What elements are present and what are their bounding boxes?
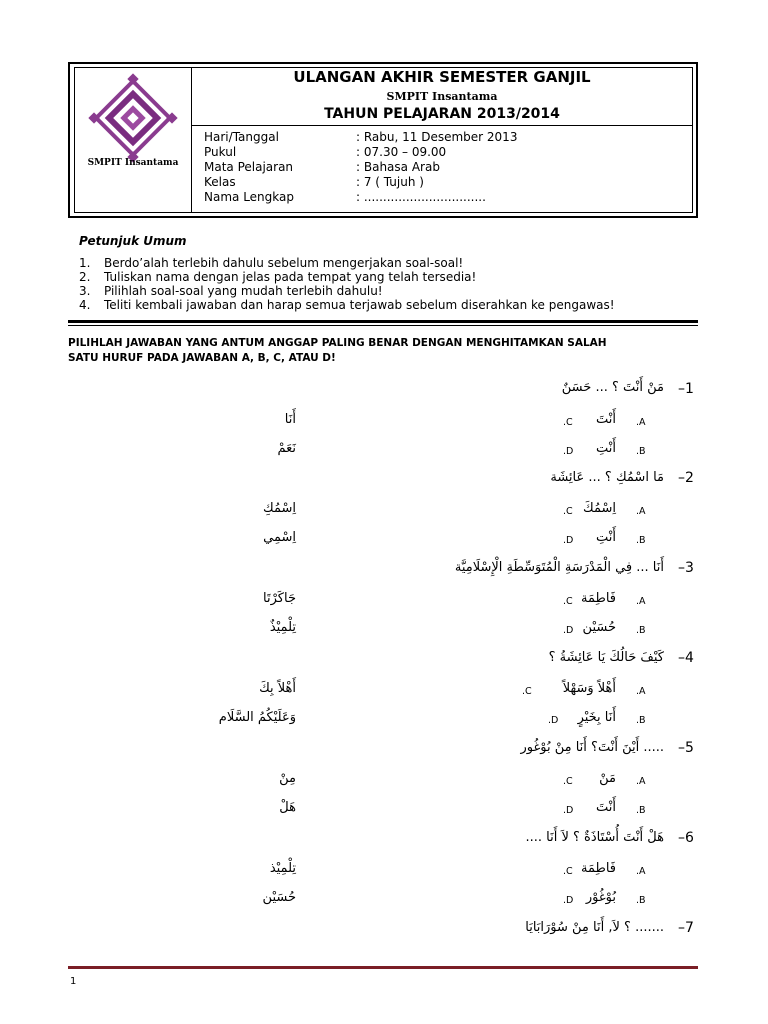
question-text: أَنَا ... فِي الْمَدْرَسَةِ الْمُتَوَسِّطَةِ الْإِسْلَامِيَّة: [454, 560, 664, 575]
choice-d[interactable]: تِلْمِيْذٌ: [269, 620, 296, 635]
choice-c[interactable]: أَنَا: [284, 412, 296, 427]
logo-caption: SMPIT Insantama: [87, 158, 179, 168]
question-number: –5: [678, 740, 694, 756]
question-text: هَلْ أَنْتَ أُسْتَاذَةٌ ؟ لاَ أَنَا ....: [525, 830, 664, 845]
instructions-title: Petunjuk Umum: [79, 234, 187, 248]
info-value-date: : Rabu, 11 Desember 2013: [356, 130, 518, 144]
choice-b[interactable]: بُوْغُوْر: [585, 890, 616, 905]
question-directive: [68, 336, 688, 366]
choice-d[interactable]: هَلْ: [279, 800, 296, 815]
choice-c[interactable]: تِلْمِيْذ: [269, 861, 296, 876]
info-label-subject: Mata Pelajaran: [204, 160, 294, 174]
choice-b[interactable]: أَنْتِ: [596, 530, 616, 545]
question-text: ....... ؟ لاَ, أَنَا مِنْ سُوْرَابَايَا: [525, 920, 664, 935]
choice-label-b: .B: [636, 446, 646, 457]
choice-label-c: .C: [563, 506, 573, 517]
choice-b[interactable]: أَنَا بِخَيْرٍ: [577, 710, 616, 725]
choice-c[interactable]: مِنْ: [279, 771, 296, 786]
info-label-time: Pukul: [204, 145, 237, 159]
choice-c[interactable]: جَاكَرْتَا: [263, 591, 296, 606]
choice-d[interactable]: نَعَمْ: [277, 441, 296, 456]
question-number: –1: [678, 381, 694, 397]
choice-label-b: .B: [636, 535, 646, 546]
instruction-number: 4.: [79, 298, 91, 312]
choice-label-b: .B: [636, 895, 646, 906]
choice-label-a: .A: [636, 776, 646, 787]
exam-title: ULANGAN AKHIR SEMESTER GANJIL: [293, 68, 591, 86]
choice-label-d: .D: [563, 895, 574, 906]
section-divider-thin: [68, 325, 698, 326]
info-label-name: Nama Lengkap: [204, 190, 294, 204]
choice-label-c: .C: [522, 686, 532, 697]
academic-year: TAHUN PELAJARAN 2013/2014: [324, 106, 560, 122]
question-number: –3: [678, 560, 694, 576]
choice-label-c: .C: [563, 596, 573, 607]
choice-label-c: .C: [563, 776, 573, 787]
question-number: –2: [678, 470, 694, 486]
question-text: كَيْفَ حَالُكَ يَا عَائِشَةُ ؟: [548, 650, 664, 665]
info-value-class: : 7 ( Tujuh ): [356, 175, 424, 189]
school-name: SMPIT Insantama: [386, 90, 498, 103]
instruction-text: Berdo’alah terlebih dahulu sebelum mengerjakan soal-soal!: [104, 256, 464, 270]
choice-label-c: .C: [563, 417, 573, 428]
choice-label-b: .B: [636, 805, 646, 816]
choice-label-d: .D: [563, 805, 574, 816]
question-text: مَنْ أَنْتَ ؟ ... حَسَنٌ: [561, 380, 664, 395]
choice-b[interactable]: أَنْتِ: [596, 441, 616, 456]
instruction-number: 1.: [79, 256, 91, 270]
choice-a[interactable]: مَنْ: [599, 771, 616, 786]
choice-label-d: .D: [563, 446, 574, 457]
choice-d[interactable]: اِسْمِي: [263, 530, 296, 545]
instruction-text: Tuliskan nama dengan jelas pada tempat yang telah tersedia!: [104, 270, 477, 284]
school-logo: [88, 73, 178, 163]
choice-label-a: .A: [636, 686, 646, 697]
choice-label-a: .A: [636, 506, 646, 517]
info-value-name: : ................................: [356, 190, 486, 204]
choice-label-d: .D: [563, 535, 574, 546]
question-text: ..... أَيْنَ أَنْتَ؟ أَنَا مِنْ بُوْغُور: [520, 740, 664, 755]
choice-label-a: .A: [636, 596, 646, 607]
choice-d[interactable]: حُسَيْن: [262, 890, 296, 905]
choice-d[interactable]: وَعَلَيْكُمُ السَّلَام: [218, 710, 296, 725]
choice-a[interactable]: أَنْتَ: [596, 412, 616, 427]
choice-label-d: .D: [563, 625, 574, 636]
choice-label-d: .D: [548, 715, 559, 726]
section-divider: [68, 320, 698, 323]
choice-a[interactable]: فَاطِمَة: [580, 861, 616, 876]
footer-rule: [68, 966, 698, 969]
choice-a[interactable]: أَهْلاً وَسَهْلاً: [562, 681, 616, 696]
choice-c[interactable]: اِسْمُكِ: [263, 501, 296, 516]
header-divider-vertical: [191, 67, 192, 213]
instruction-text: Teliti kembali jawaban dan harap semua terjawab sebelum diserahkan ke pengawas!: [104, 298, 615, 312]
instruction-text: Pilihlah soal-soal yang mudah terlebih dahulu!: [104, 284, 383, 298]
question-number: –4: [678, 650, 694, 666]
choice-label-c: .C: [563, 866, 573, 877]
page-number: 1: [70, 976, 77, 987]
instruction-number: 3.: [79, 284, 91, 298]
choice-b[interactable]: حُسَيْن: [582, 620, 616, 635]
info-label-date: Hari/Tanggal: [204, 130, 279, 144]
choice-label-a: .A: [636, 866, 646, 877]
choice-label-b: .B: [636, 625, 646, 636]
question-text: مَا اسْمُكِ ؟ ... عَائِشَة: [550, 470, 664, 485]
question-number: –6: [678, 830, 694, 846]
choice-label-b: .B: [636, 715, 646, 726]
info-value-time: : 07.30 – 09.00: [356, 145, 447, 159]
directive-line: SATU HURUF PADA JAWABAN A, B, C, ATAU D!: [68, 352, 336, 364]
choice-c[interactable]: أَهْلاً بِكَ: [259, 681, 296, 696]
info-label-class: Kelas: [204, 175, 236, 189]
info-value-subject: : Bahasa Arab: [356, 160, 440, 174]
choice-a[interactable]: فَاطِمَة: [580, 591, 616, 606]
choice-a[interactable]: اِسْمُكَ: [583, 501, 616, 516]
choice-b[interactable]: أَنْتَ: [596, 800, 616, 815]
directive-line: PILIHLAH JAWABAN YANG ANTUM ANGGAP PALING BENAR DENGAN MENGHITAMKAN SALAH: [68, 337, 607, 349]
instruction-number: 2.: [79, 270, 91, 284]
question-number: –7: [678, 920, 694, 936]
choice-label-a: .A: [636, 417, 646, 428]
header-divider-horizontal: [191, 125, 693, 126]
